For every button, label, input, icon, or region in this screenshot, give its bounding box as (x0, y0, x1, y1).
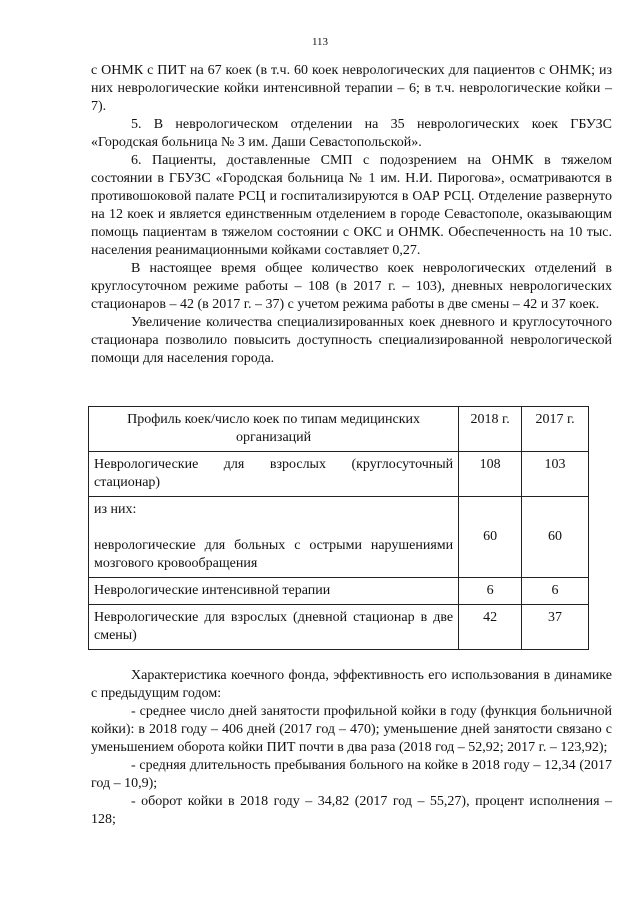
body-text-top (91, 62, 612, 368)
table-row (89, 497, 589, 578)
table-cell-2017: 103 (522, 452, 589, 497)
paragraph-continuation: с ОНМК с ПИТ на 67 коек (в т.ч. 60 коек неврологических для пациентов с ОНМК; из них неврологические койки интенсивной терапии – 6; в т.ч. неврологические койки – 7). (91, 63, 612, 114)
table-cell-2018: 60 (459, 497, 522, 578)
paragraph-characteristics: Характеристика коечного фонда, эффективность его использования в динамике с предыдущим годом: (91, 668, 612, 701)
table-row (89, 452, 589, 497)
table-cell-label (89, 497, 459, 578)
bed-profile-table (88, 406, 589, 650)
table-header-profile: Профиль коек/число коек по типам медицинских организаций (89, 407, 459, 452)
body-text-bottom (91, 667, 612, 829)
paragraph-bed-count: В настоящее время общее количество коек неврологических отделений в круглосуточном режиме работы – 108 (в 2017 г. – 103), дневных неврологических стационаров – 42 (в 2017 г. – 37) с учетом режима работы в две смены – 42 и 37 коек. (91, 261, 612, 312)
list-item-bed-occupancy: - среднее число дней занятости профильной койки в году (функция больничной койки): в 2018 году – 406 дней (2017 год – 470); уменьшение дней занятости связано с уменьшением оборота койки ПИТ почти в два раза (2018 год – 52,92; 2017 г. – 123,92); (91, 704, 612, 755)
table-cell-2017: 37 (522, 605, 589, 650)
table-cell-label: Неврологические интенсивной терапии (89, 578, 459, 605)
paragraph-item-5: 5. В неврологическом отделении на 35 неврологических коек ГБУЗС «Городская больница № 3 им. Даши Севастопольской». (91, 117, 612, 150)
paragraph-item-6: 6. Пациенты, доставленные СМП с подозрением на ОНМК в тяжелом состоянии в ГБУЗС «Городская больница № 1 им. Н.И. Пирогова», осматриваются в противошоковой палате РСЦ и госпитализируются в ОАР РСЦ. Отделение развернуто на 12 коек и является единственным отделением в городе Севастополе, оказывающим помощь пациентам в тяжелом состоянии с ОКС и ОНМК. Обеспеченность на 10 тыс. населения реанимационными койками составляет 0,27. (91, 153, 612, 258)
table-cell-2018: 108 (459, 452, 522, 497)
table-cell-label: Неврологические для взрослых (круглосуточный стационар) (89, 452, 459, 497)
table-row (89, 605, 589, 650)
table-cell-2018: 6 (459, 578, 522, 605)
table-header-2017: 2017 г. (522, 407, 589, 452)
list-item-bed-turnover: - оборот койки в 2018 году – 34,82 (2017 год – 55,27), процент исполнения – 128; (91, 794, 612, 827)
list-item-length-of-stay: - средняя длительность пребывания больного на койке в 2018 году – 12,34 (2017 год – 10,9); (91, 758, 612, 791)
paragraph-accessibility: Увеличение количества специализированных коек дневного и круглосуточного стационара позволило повысить доступность специализированной неврологической помощи для населения города. (91, 315, 612, 366)
table-row (89, 578, 589, 605)
table-cell-label-text: неврологические для больных с острыми нарушениями мозгового кровообращения (94, 538, 454, 571)
page-number: 113 (311, 36, 329, 48)
table-header-row (89, 407, 589, 452)
table-cell-2018: 42 (459, 605, 522, 650)
table-cell-label: Неврологические для взрослых (дневной стационар в две смены) (89, 605, 459, 650)
table-cell-gap (94, 519, 453, 537)
table-header-2018: 2018 г. (459, 407, 522, 452)
table-cell-2017: 60 (522, 497, 589, 578)
table-cell-2017: 6 (522, 578, 589, 605)
table-cell-prefix: из них: (94, 502, 137, 517)
